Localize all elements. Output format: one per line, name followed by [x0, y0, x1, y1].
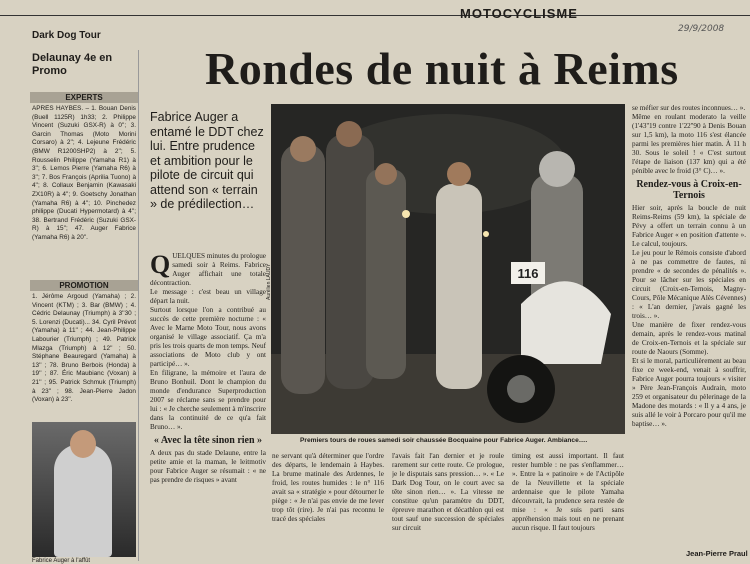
experts-heading: EXPERTS: [30, 92, 138, 103]
photo-caption: Premiers tours de roues samedi soir chaussée Bocquaine pour Fabrice Auger. Ambiance….: [300, 437, 588, 444]
rider-face: [70, 430, 96, 458]
series-tag: Dark Dog Tour: [32, 30, 101, 41]
article-column-3: l'avais fait l'an dernier et je roule rarement sur cette route. Ce prologue, je le disputais sans pression… ». « Le Dark Dog Tour, on le court avec sa tête sinon rien… ». La vitesse ne constitue qu'un paramètre du DDT, épreuve marathon et décathlon qui est tout sauf une succession de spéciales sur circuit: [392, 452, 504, 532]
bike-number-plate: 116: [517, 266, 539, 281]
col1-paragraph-4: En filigrane, la mémoire et l'aura de Bruno Bonhuil. Dont le champion du monde d'endurance Superproduction 2007 se réclame sans se prendre pour lui : « Je cherche seulement à m'inscrire dans la continuité de ce qu'a fait Bruno… ».: [150, 369, 266, 431]
rider-suit: [54, 444, 112, 557]
col1-paragraph-2: Le message : c'est beau un village départ la nuit.: [150, 288, 266, 305]
drop-cap: Q: [150, 252, 171, 279]
subhead-avec-la-tete: « Avec la tête sinon rien »: [153, 435, 263, 446]
portrait-caption: Fabrice Auger à l'affût: [32, 558, 91, 564]
col5-paragraph-1: se méfier sur des routes inconnues… ».: [632, 104, 746, 112]
header-rule: [0, 15, 750, 16]
col5-paragraph-6: Et si le moral, particulièrement au beau fixe ce week-end, venait à souffrir, Fabrice Auger pourra toujours « visiter » Père Jean-François Audrain, moto 259 et organisateur du pèlerinage de la Madone des motards : « Il y a 4 ans, je suis allé le voir à Porcaro pour qu'il me baptise… ».: [632, 357, 746, 428]
promotion-results: 1. Jérôme Argoud (Yamaha) ; 2. Vincent (KTM) ; 3. Bar (BMW) ; 4. Cédric Delaunay (Triumph) à 3''30 ; 5. Lorenzi (Ducati)... 34. Cyril Prévot (Yamaha) à 11'' ; 44. Jean-Philippe Labourier (Triumph) ; 49. Patrick Mlazga (Triumph) à 12'' ; 50. Stéphane Beauregard (Yamaha) à 13'' ; 78. Bruno Berbois (Honda) à 19'' ; 87. Éric Maubianc (Voxan) à 21'' ; 95. Patrick Schmuk (Triumph) à 23'' ; 98. Jean-Pierre Jadon (Voxan) à 23''.: [32, 293, 136, 404]
col1-paragraph-3: Surtout lorsque l'on a contribué au succès de cette première nocturne : « Avec le Marne Moto Tour, nous avons organisé le village associatif. Ça m'a pris les trois quarts de mon temps. Neuf associations de Moto club y ont participé… ».: [150, 306, 266, 368]
main-photo: [271, 104, 625, 434]
intro-lede: Fabrice Auger a entamé le DDT chez lui. Entre prudence et ambition pour le pilote de circuit qui attend son « terrain » de prédilection…: [150, 110, 264, 211]
section-title: MOTOCYCLISME: [460, 6, 578, 21]
handwritten-date: 29/9/2008: [678, 24, 725, 34]
article-column-1: [150, 252, 266, 561]
subhead-rendez-vous: Rendez-vous à Croix-en-Ternois: [636, 179, 742, 201]
article-column-2: ne servant qu'à déterminer que l'ordre des départs, le lendemain à Haybes. La brume matinale des Ardennes, le froid, les routes humides : le n° 116 avait sa « stratégie » pour détourner le piège : « Je n'ai pas envie de me lever trop tôt (rire). Je n'ai pas reconnu le tracé des spéciales: [272, 452, 384, 523]
results-sidebar: [30, 50, 139, 564]
photo-credit: Aurélien LAUDY: [266, 263, 272, 300]
night-scene-illustration: [271, 104, 625, 434]
sidebar-title: Delaunay 4e en Promo: [32, 52, 113, 77]
col5-paragraph-4: Le jeu pour le Rémois consiste d'abord à ne pas commettre de fautes, ni prendre « de secondes de pénalités ». Pour se lâcher sur les spéciales en circuit (Croix-en-Ternois, Magny-Cours, Pôle Mécanique Alès Cévennes) : « L'an dernier, j'avais gagné les trois… ».: [632, 249, 746, 320]
col5-paragraph-3: Hier soir, après la boucle de nuit Reims-Reims (59 km), la spéciale de Pévy a offert un terrain connu à un Fabrice Auger « en position d'attente ». Le calcul, toujours.: [632, 204, 746, 248]
article-column-4: timing est aussi important. Il faut rester humble : ne pas s'enflammer… ». Entre la « patinoire » de l'Actipôle de la Neuvillette et la spéciale ardennaise que le pilote Yamaha découvrait, la prudence sera restée de mise : « Je suis parti sans appréhension mais tout en ne prenant aucun risque. Il faut toujours: [512, 452, 624, 532]
col5-paragraph-2: Même en roulant moderato la veille (1'43''19 contre 1'22''90 à Denis Bouan sur 1,5 km), la moto 116 s'est élancée parmi les premières hier matin. À 11 h 30. Sous le soleil ! « C'est surtout l'étape de liaison (137 km) qui a été pénible avec le froid (3° C)… ».: [632, 113, 746, 175]
col1-paragraph-1: UELQUES minutes du prologue samedi soir à Reims. Fabrice Auger affichait une totale décontraction.: [150, 252, 266, 287]
headline: Rondes de nuit à Reims: [205, 43, 679, 94]
experts-results: APRÈS HAYBES. – 1. Bouan Denis (Buell 1125R) 1h33; 2. Philippe Vincent (Suzuki GSX-R) à 0''; 3. Garcin Thomas (Moto Morini Corsaro) à 2''; 4. Lejeune Frédéric (BMW R1200SHP2) à 2''; 5. Rousselin Philippe (Yamaha R1) à 3''; 6. Lemos Pierre (Yamaha R6) à 3''; 7. Bos François (Aprilia Tuono) à 4''; 8. Collaux Benjamin (Kawasaki ZX10R) à 4''; 9. Goetschy Jonathan (Yamaha R6) à 4''; 10. Pinchedez philippe (Ducati Hypermotard) à 4''; 38. Bertrand Frédéric (Suzuki GSX-R) à 15''; 47. Auger Fabrice (Yamaha R6) à 20''.: [32, 105, 136, 241]
rider-portrait-photo: [32, 422, 136, 557]
col1-paragraph-5: A deux pas du stade Delaune, entre la petite amie et la maman, le leitmotiv pour Fabrice Auger se résumait : « ne pas prendre de risques » avant: [150, 449, 266, 484]
col5-paragraph-5: Une manière de fixer rendez-vous demain, après le rendez-vous matinal de Croix-en-Ternois et la spéciale sur route de Naours (Somme).: [632, 321, 746, 356]
promotion-heading: PROMOTION: [30, 280, 138, 291]
article-column-5: [632, 104, 746, 548]
author-signature: Jean-Pierre Praul: [686, 549, 748, 558]
